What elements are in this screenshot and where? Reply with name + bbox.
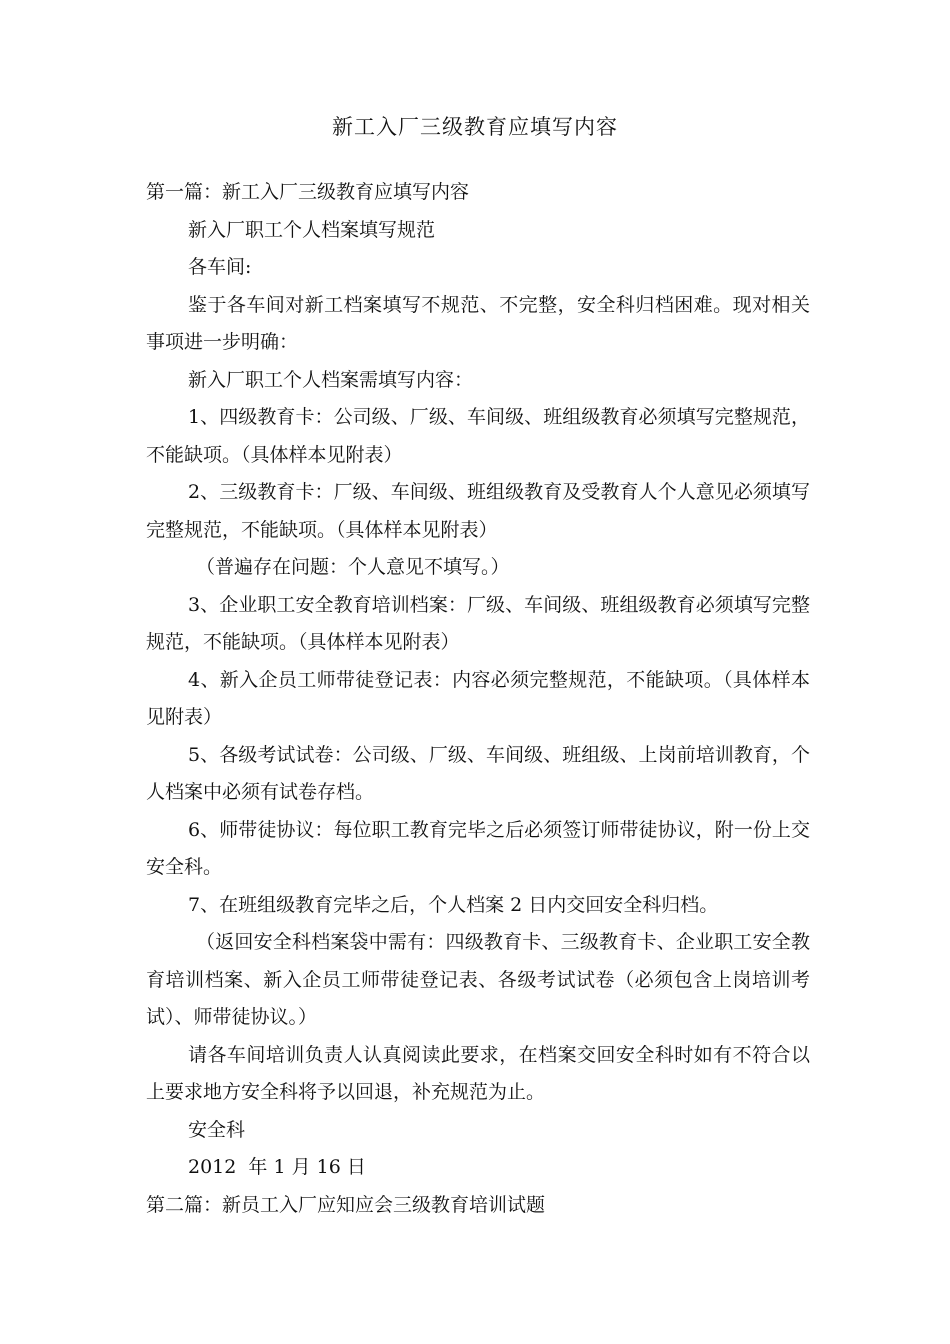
- list-item: 7、在班组级教育完毕之后，个人档案 2 日内交回安全科归档。: [188, 893, 719, 916]
- list-note: （返回安全科档案袋中需有：四级教育卡、三级教育卡、企业职工安全教育培训档案、新入企员工师带徒登记表、各级考试试卷（必须包含上岗培训考试）、师带徒协议。）: [146, 931, 810, 1028]
- list-item: 6、师带徒协议：每位职工教育完毕之后必须签订师带徒协议，附一份上交安全科。: [146, 818, 810, 878]
- document-title: 新工入厂三级教育应填写内容: [332, 115, 618, 139]
- part2-heading: 第二篇：新员工入厂应知应会三级教育培训试题: [146, 1193, 546, 1216]
- list-item: 2、三级教育卡：厂级、车间级、班组级教育及受教育人个人意见必须填写完整规范，不能缺项。（具体样本见附表）: [146, 481, 810, 541]
- document-body: [146, 174, 810, 1224]
- signature: 安全科: [188, 1118, 246, 1141]
- part1-heading: 第一篇：新工入厂三级教育应填写内容: [146, 181, 470, 203]
- closing-paragraph: 请各车间培训负责人认真阅读此要求，在档案交回安全科时如有不符合以上要求地方安全科将予以回退，补充规范为止。: [146, 1043, 810, 1103]
- subtitle: 新入厂职工个人档案填写规范: [188, 218, 436, 241]
- date: 2012 年 1 月 16 日: [188, 1156, 366, 1178]
- list-item: 1、四级教育卡：公司级、厂级、车间级、班组级教育必须填写完整规范，不能缺项。（具体样本见附表）: [146, 406, 810, 466]
- list-heading: 新入厂职工个人档案需填写内容：: [188, 368, 474, 391]
- list-note: （普遍存在问题：个人意见不填写。）: [196, 556, 510, 578]
- salutation: 各车间:: [188, 256, 252, 278]
- list-item: 5、各级考试试卷：公司级、厂级、车间级、班组级、上岗前培训教育，个人档案中必须有试卷存档。: [146, 743, 810, 803]
- intro-paragraph: 鉴于各车间对新工档案填写不规范、不完整，安全科归档困难。现对相关事项进一步明确：: [146, 293, 810, 353]
- list-item: 3、企业职工安全教育培训档案：厂级、车间级、班组级教育必须填写完整规范，不能缺项。（具体样本见附表）: [146, 593, 810, 653]
- list-item: 4、新入企员工师带徒登记表：内容必须完整规范，不能缺项。（具体样本见附表）: [146, 668, 810, 728]
